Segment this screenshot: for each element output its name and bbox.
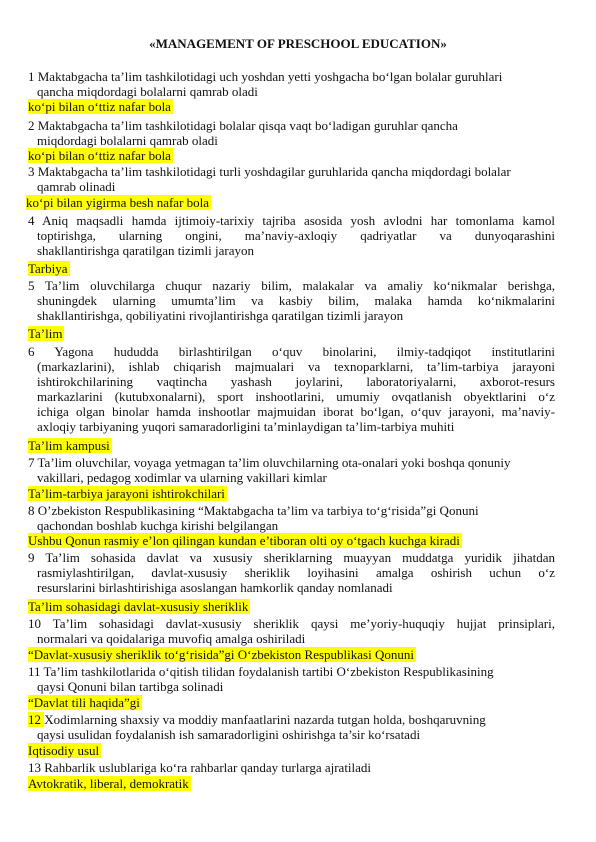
document-title: «MANAGEMENT OF PRESCHOOL EDUCATION»	[149, 36, 447, 51]
answer-6: Ta’lim kampusi	[28, 438, 110, 453]
question-5-line-1: 5 Ta’lim oluvchilarga chuqur nazariy bilim, malakalar va amaliy ko‘nikmalar berishga,	[28, 278, 555, 293]
question-13-line-1: 13 Rahbarlik uslublariga ko‘ra rahbarlar qanday turlarga ajratiladi	[28, 760, 372, 775]
question-7	[28, 455, 555, 485]
answer-12: Iqtisodiy usul	[28, 743, 100, 758]
question-4-line-1: 4 Aniq maqsadli hamda ijtimoiy-tarixiy tajriba asosida yosh avlodni har tomonlama kamol	[28, 213, 555, 228]
question-10-line-2: normalari va qoidalariga muvofiq amalga oshiriladi	[37, 631, 306, 646]
question-7-line-2: vakillari, pedagog xodimlar va ularning vakillari kimlar	[37, 470, 327, 485]
question-6	[28, 344, 555, 434]
question-10-line-1: 10 Ta’lim sohasidagi davlat-xususiy sheriklik qaysi me’yoriy-huquqiy hujjat prinsiplari,	[28, 616, 555, 631]
answer-3: ko‘pi bilan yigirma besh nafar bola	[26, 195, 210, 210]
question-6-line-5: ichiga olgan binolar hamda inshootlar majmuidan iborat bo‘lgan, o‘quv jarayoni, ma’naviy-	[37, 404, 555, 419]
question-4	[28, 213, 555, 258]
question-6-line-4: markazlarini (kutubxonalarni), sport inshootlarini, umumiy ovqatlanish obyektlarini o‘z	[37, 389, 555, 404]
answer-5: Ta’lim	[28, 326, 63, 341]
question-5	[28, 278, 555, 323]
question-12	[28, 712, 555, 742]
answer-13: Avtokratik, liberal, demokratik	[28, 776, 189, 791]
question-5-line-2: shuningdek ularning umumta’lim va kasbiy bilim, malaka hamda ko‘nikmalarini	[37, 293, 555, 308]
question-8-line-2: qachondan boshlab kuchga kirishi belgilangan	[37, 518, 279, 533]
answer-9: Ta’lim sohasidagi davlat-xususiy sheriklik	[28, 599, 249, 614]
question-6-line-1: 6 Yagona hududda birlashtirilgan o‘quv binolarini, ilmiy-tadqiqot institutlarini	[28, 344, 555, 359]
question-12-number-highlight: 12	[28, 712, 45, 727]
question-3	[28, 164, 555, 194]
question-11-line-1: 11 Ta’lim tashkilotlarida o‘qitish tilidan foydalanish tartibi O‘zbekiston Respublikasining	[28, 664, 494, 679]
question-12-line-1	[28, 712, 555, 727]
answer-7: Ta’lim-tarbiya jarayoni ishtirokchilari	[28, 486, 225, 501]
question-11	[28, 664, 555, 694]
question-6-line-2: (markazlarini), ishlab chiqarish majmualari va texnoparklarni, ta’lim-tarbiya jarayoni	[37, 359, 555, 374]
answer-4: Tarbiya	[28, 261, 68, 276]
answer-10: “Davlat-xususiy sheriklik to‘g‘risida”gi O‘zbekiston Respublikasi Qonuni	[28, 647, 414, 662]
question-12-line-1-text: Xodimlarning shaxsiy va moddiy manfaatlarini nazarda tutgan holda, boshqaruvning	[44, 712, 486, 727]
answer-8: Ushbu Qonun rasmiy e’lon qilingan kundan e’tiboran olti oy o‘tgach kuchga kiradi	[28, 533, 460, 548]
question-4-line-3: shakllantirishga qaratilgan tizimli jarayon	[37, 243, 254, 258]
question-3-line-1: 3 Maktabgacha ta’lim tashkilotidagi turli yoshdagilar guruhlarida qancha miqdordagi bolalar	[28, 164, 511, 179]
answer-1: ko‘pi bilan o‘ttiz nafar bola	[28, 99, 171, 114]
question-11-line-2: qaysi Qonuni bilan tartibga solinadi	[37, 679, 224, 694]
question-7-line-1: 7 Ta’lim oluvchilar, voyaga yetmagan ta’lim oluvchilarning ota-onalari yoki boshqa qonuniy	[28, 455, 511, 470]
question-13	[28, 760, 555, 775]
question-1-line-1: 1 Maktabgacha ta’lim tashkilotidagi uch yoshdan yetti yoshgacha bo‘lgan bolalar guruhlari	[28, 69, 503, 84]
question-8-line-1: 8 O’zbekiston Respublikasining “Maktabgacha ta’lim va tarbiya to‘g‘risida”gi Qonuni	[28, 503, 479, 518]
question-8	[28, 503, 555, 533]
question-3-line-2: qamrab olinadi	[37, 179, 116, 194]
question-6-line-6: axloqiy tarbiyaning yuqori samaradorligini ta’minlaydigan ta’lim-tarbiya muhiti	[37, 419, 455, 434]
answer-2: ko‘pi bilan o‘ttiz nafar bola	[28, 148, 171, 163]
question-9-line-2: rasmiylashtirilgan, davlat-xususiy sheriklik loyihasini amalga oshirish uchun o‘z	[37, 565, 555, 580]
question-4-line-2: toptirishga, ularning ongini, ma’naviy-axloqiy qadriyatlar va dunyoqarashini	[37, 228, 555, 243]
question-5-line-3: shakllantirishga, qobiliyatini rivojlantirishga qaratilgan tizimli jarayon	[37, 308, 404, 323]
question-2-line-1: 2 Maktabgacha ta’lim tashkilotidagi bolalar qisqa vaqt bo‘ladigan guruhlar qancha	[28, 118, 458, 133]
question-2-line-2: miqdordagi bolalarni qamrab oladi	[37, 133, 218, 148]
question-10	[28, 616, 555, 646]
question-9-line-1: 9 Ta’lim sohasida davlat va xususiy sheriklarning muayyan muddatga yuridik jihatdan	[28, 550, 555, 565]
answer-11: “Davlat tili haqida”gi	[28, 695, 140, 710]
question-1-line-2: qancha miqdordagi bolalarni qamrab oladi	[37, 84, 258, 99]
question-6-line-3: ishtirokchilarining vaqtincha yashash joylarini, laboratoriyalarni, axborot-resurs	[37, 374, 555, 389]
question-9	[28, 550, 555, 595]
question-9-line-3: resurslarini birlashtirishiga asoslangan hamkorlik qanday nomlanadi	[37, 580, 393, 595]
question-2	[28, 118, 555, 148]
question-1	[28, 69, 555, 99]
question-12-line-2: qaysi usulidan foydalanish ish samaradorligini oshirishga ta’sir ko‘rsatadi	[37, 727, 421, 742]
